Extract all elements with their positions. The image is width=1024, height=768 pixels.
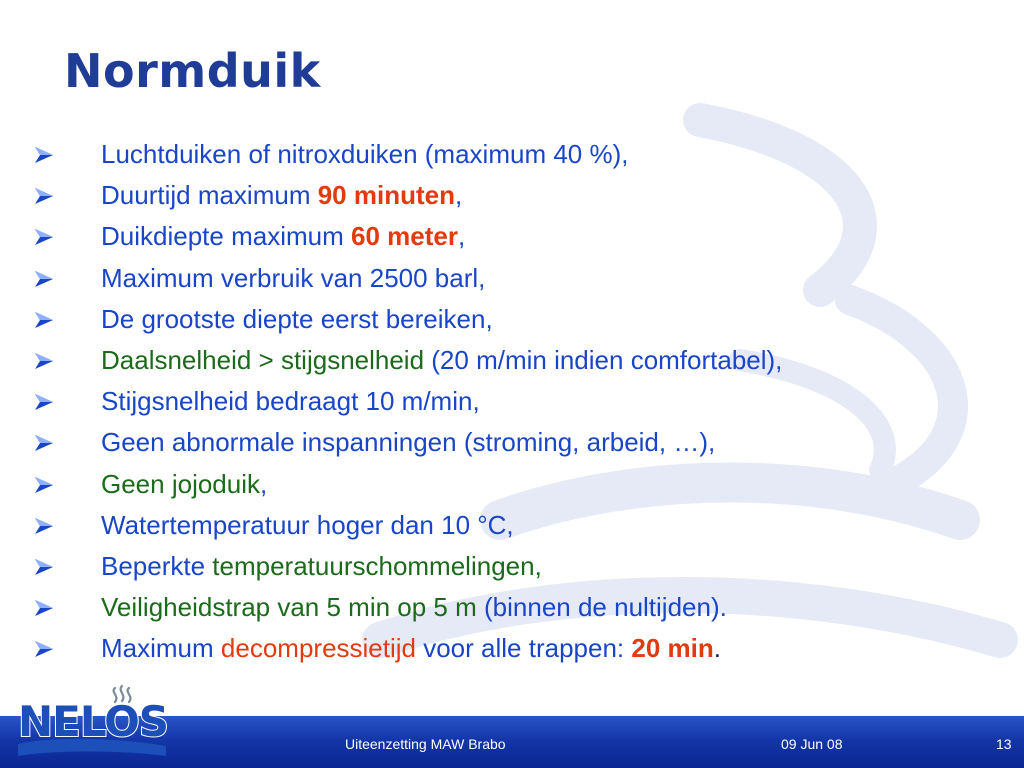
bullet-list: [30, 134, 1020, 669]
arrow-bullet-icon: [30, 216, 56, 257]
bullet-text: [101, 340, 782, 381]
bullet-text: [101, 381, 480, 422]
bullet-text-run: ,: [454, 180, 463, 211]
bullet-text-run: Luchtduiken of nitroxduiken (maximum 40 %),: [101, 139, 629, 169]
bullet-text-run: Veiligheidstrap van 5 min op 5 m: [101, 592, 477, 623]
bullet-text-run: ,: [260, 468, 268, 499]
arrow-bullet-icon: [30, 505, 56, 546]
bullet-text-run: Duurtijd maximum: [101, 180, 318, 211]
bullet-item: [30, 340, 1020, 381]
bullet-text: [101, 258, 485, 299]
bullet-text-run: Duikdiepte maximum: [101, 221, 351, 252]
bullet-text: [101, 628, 721, 669]
bullet-text-run: (20 m/min indien comfortabel),: [424, 344, 783, 375]
bullet-text: [101, 587, 727, 628]
bullet-item: [30, 628, 1020, 669]
arrow-bullet-icon: [30, 587, 56, 628]
arrow-bullet-icon: [30, 628, 56, 669]
bullet-item: [30, 422, 1020, 463]
nelos-logo: [12, 682, 172, 764]
arrow-bullet-icon: [30, 464, 56, 505]
footer-date: 09 Jun 08: [781, 736, 843, 752]
bullet-text: [101, 134, 628, 175]
bullet-text: [101, 505, 514, 546]
bullet-item: [30, 175, 1020, 216]
bullet-text: [101, 216, 465, 257]
bullet-item: [30, 464, 1020, 505]
arrow-bullet-icon: [30, 340, 56, 381]
bullet-text: [101, 175, 462, 216]
footer-page-number: 13: [996, 736, 1012, 752]
bullet-text-run: .: [713, 633, 721, 664]
bullet-item: [30, 258, 1020, 299]
logo-text: NELOS: [18, 697, 169, 746]
bullet-item: [30, 587, 1020, 628]
bullet-item: [30, 134, 1020, 175]
bullet-item: [30, 505, 1020, 546]
bullet-text-run: temperatuurschommelingen,: [212, 550, 542, 581]
bullet-text-run: 60 meter: [350, 221, 458, 252]
bullet-text-run: Geen jojoduik: [101, 468, 260, 499]
bullet-item: [30, 299, 1020, 340]
bullet-text-run: (binnen de nultijden).: [476, 592, 727, 623]
bullet-text-run: Daalsnelheid > stijgsnelheid: [101, 344, 425, 375]
bullet-text-run: 90 minuten: [317, 180, 455, 211]
arrow-bullet-icon: [30, 258, 56, 299]
bullet-text: [101, 422, 715, 463]
bullet-text: [101, 299, 493, 340]
footer-presentation-title: Uiteenzetting MAW Brabo: [345, 736, 506, 752]
slide-title: Normduik: [64, 44, 321, 98]
bullet-text-run: Stijgsnelheid bedraagt 10 m/min,: [101, 386, 480, 417]
bullet-text-run: Geen abnormale inspanningen (stroming, arbeid, …),: [101, 427, 716, 458]
bullet-item: [30, 216, 1020, 257]
bullet-text-run: Beperkte: [101, 550, 213, 581]
bullet-text-run: decompressietijd: [220, 633, 416, 664]
bullet-text-run: 20 min: [631, 633, 714, 664]
bullet-text-run: Watertemperatuur hoger dan 10 °C,: [101, 509, 514, 540]
arrow-bullet-icon: [30, 381, 56, 422]
arrow-bullet-icon: [30, 299, 56, 340]
arrow-bullet-icon: [30, 546, 56, 587]
bullet-item: [30, 381, 1020, 422]
bullet-text-run: De grootste diepte eerst bereiken,: [101, 303, 493, 334]
bullet-text-run: voor alle trappen:: [416, 633, 632, 664]
bullet-text-run: ,: [457, 221, 466, 252]
bullet-text: [101, 464, 267, 505]
arrow-bullet-icon: [30, 175, 56, 216]
bullet-item: [30, 546, 1020, 587]
bullet-text-run: Maximum verbruik van 2500 barl,: [101, 262, 486, 293]
bullet-text-run: Maximum: [101, 633, 221, 664]
arrow-bullet-icon: [30, 422, 56, 463]
bullet-text: [101, 546, 542, 587]
arrow-bullet-icon: [30, 134, 56, 175]
